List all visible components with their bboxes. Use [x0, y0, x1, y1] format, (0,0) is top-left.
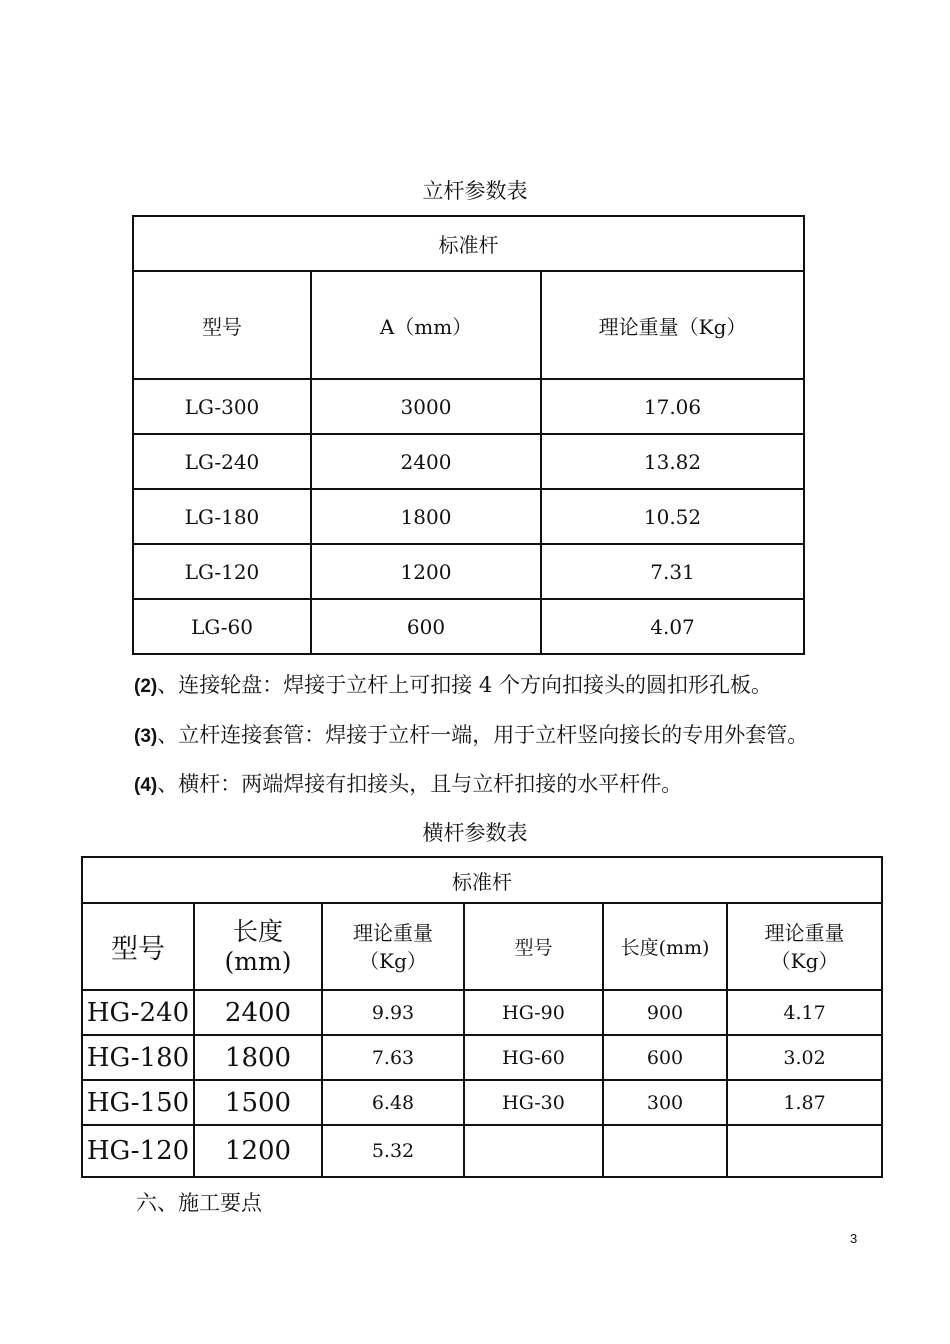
table-cell	[727, 1125, 882, 1177]
paragraph-connecting-sleeve	[134, 719, 808, 749]
table2-caption: 横杆参数表	[422, 821, 528, 845]
table-cell: LG-60	[133, 599, 311, 654]
table-cell: 17.06	[541, 379, 804, 434]
header-unit: （Kg）	[770, 948, 839, 973]
paragraph-connecting-disc	[134, 669, 772, 699]
table-cell: HG-30	[464, 1080, 603, 1125]
table-row	[133, 379, 804, 434]
table2-group-header: 标准杆	[82, 857, 882, 903]
table-cell: 2400	[194, 990, 322, 1035]
table-cell: HG-180	[82, 1035, 194, 1080]
table1-group-header: 标准杆	[133, 216, 804, 271]
table-cell: 4.17	[727, 990, 882, 1035]
table-cell: 5.32	[322, 1125, 464, 1177]
paragraph-text: 、连接轮盘：焊接于立杆上可扣接 4 个方向扣接头的圆扣形孔板。	[157, 673, 772, 697]
table-cell: 600	[311, 599, 541, 654]
table1-col-weight: 理论重量（Kg）	[541, 271, 804, 379]
table-cell	[464, 1125, 603, 1177]
table-cell: 3.02	[727, 1035, 882, 1080]
table-cell: 1.87	[727, 1080, 882, 1125]
table-cell: 6.48	[322, 1080, 464, 1125]
table-cell: HG-240	[82, 990, 194, 1035]
table1-col-length: A（mm）	[311, 271, 541, 379]
table-cell: HG-60	[464, 1035, 603, 1080]
table-cell: 10.52	[541, 489, 804, 544]
table-cell: 4.07	[541, 599, 804, 654]
table2-col-weight	[322, 903, 464, 990]
table-row	[82, 1080, 882, 1125]
upright-pole-table	[132, 215, 805, 655]
table2-col-model	[82, 903, 194, 990]
table-cell: LG-180	[133, 489, 311, 544]
ledger-table	[81, 856, 883, 1178]
table-cell: 3000	[311, 379, 541, 434]
header-line: 型号	[111, 934, 165, 965]
table-cell: 900	[603, 990, 727, 1035]
paragraph-number: (2)	[134, 676, 158, 697]
table-cell: 2400	[311, 434, 541, 489]
table-cell: HG-150	[82, 1080, 194, 1125]
header-unit: (mm)	[224, 946, 292, 976]
paragraph-text: 、横杆：两端焊接有扣接头，且与立杆扣接的水平杆件。	[157, 772, 683, 796]
header-line: 型号	[514, 937, 553, 959]
table-row	[133, 434, 804, 489]
table-cell: LG-120	[133, 544, 311, 599]
table1-caption: 立杆参数表	[422, 179, 528, 203]
table-cell: 1800	[194, 1035, 322, 1080]
table2-col-length	[194, 903, 322, 990]
table-cell: 1200	[194, 1125, 322, 1177]
paragraph-text: 、立杆连接套管：焊接于立杆一端，用于立杆竖向接长的专用外套管。	[157, 723, 809, 747]
header-line: 理论重量	[764, 920, 845, 945]
paragraph-ledger	[134, 768, 682, 798]
paragraph-number: (3)	[134, 726, 158, 747]
table-row	[82, 1125, 882, 1177]
table-row	[133, 489, 804, 544]
table2-col-weight-2	[727, 903, 882, 990]
table-cell: 13.82	[541, 434, 804, 489]
header-unit: （Kg）	[359, 948, 427, 973]
table-cell: 1800	[311, 489, 541, 544]
table-cell: 1200	[311, 544, 541, 599]
page-number: 3	[850, 1231, 858, 1246]
header-line: 长度(mm)	[620, 937, 710, 959]
table1-col-model: 型号	[133, 271, 311, 379]
table-cell: HG-120	[82, 1125, 194, 1177]
table-cell: 7.63	[322, 1035, 464, 1080]
table-row	[133, 599, 804, 654]
table-cell: 600	[603, 1035, 727, 1080]
paragraph-number: (4)	[134, 775, 158, 796]
table-cell: HG-90	[464, 990, 603, 1035]
table-cell: 300	[603, 1080, 727, 1125]
table2-col-model-2	[464, 903, 603, 990]
table-cell: LG-240	[133, 434, 311, 489]
table-cell: 1500	[194, 1080, 322, 1125]
table-cell: 9.93	[322, 990, 464, 1035]
table-cell: 7.31	[541, 544, 804, 599]
table-row	[82, 1035, 882, 1080]
table-row	[82, 990, 882, 1035]
table-cell	[603, 1125, 727, 1177]
table-row	[133, 544, 804, 599]
section-heading: 六、施工要点	[136, 1191, 262, 1215]
table2-col-length-2	[603, 903, 727, 990]
table-cell: LG-300	[133, 379, 311, 434]
header-line: 长度	[232, 916, 283, 946]
header-line: 理论重量	[353, 920, 433, 945]
